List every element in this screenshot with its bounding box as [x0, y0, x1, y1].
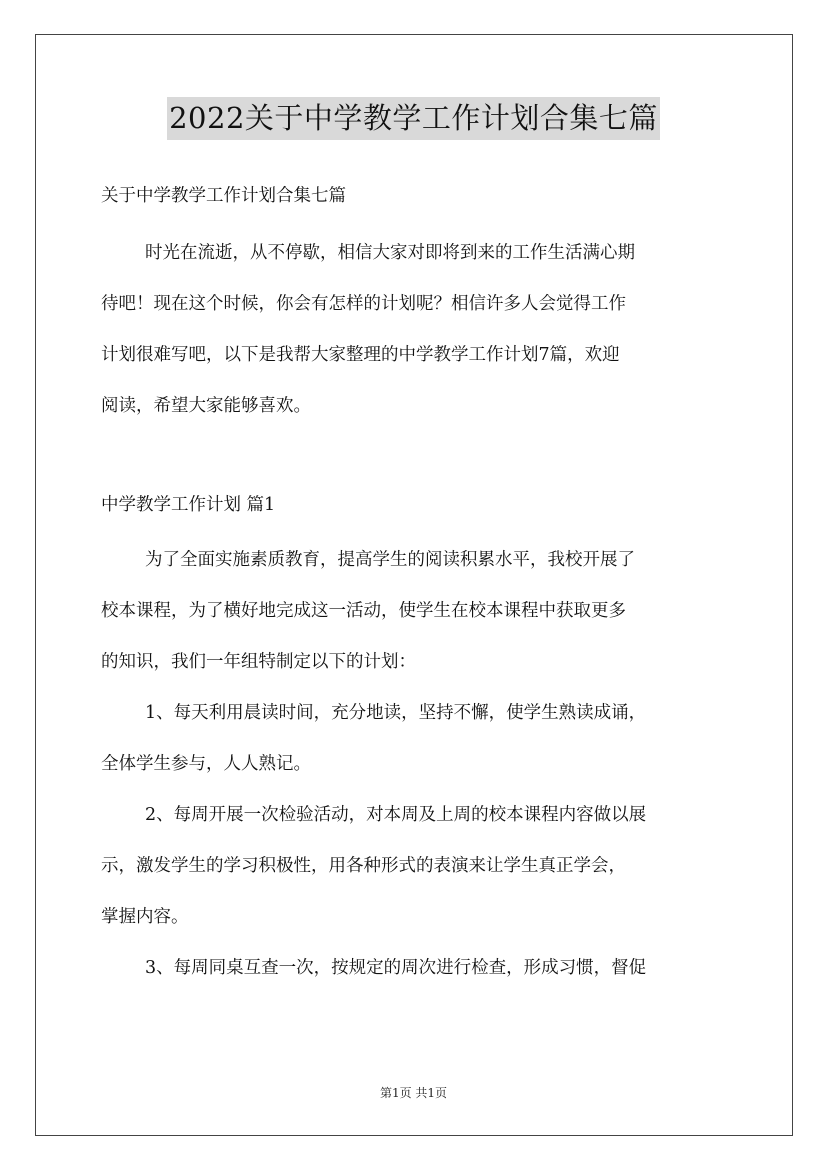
document-title: 2022关于中学教学工作计划合集七篇: [167, 97, 660, 140]
section-line: 2、每周开展一次检验活动，对本周及上周的校本课程内容做以展: [145, 805, 647, 825]
section-line: 的知识，我们一年组特制定以下的计划：: [101, 652, 416, 672]
section-line: 掌握内容。: [101, 907, 189, 927]
page-footer: 第1页 共1页: [379, 1086, 448, 1100]
section-line: 为了全面实施素质教育，提高学生的阅读积累水平，我校开展了: [145, 550, 635, 570]
section-line: 1、每天利用晨读时间，充分地读，坚持不懈，使学生熟读成诵，: [145, 703, 647, 723]
section-line: 3、每周同桌互查一次，按规定的周次进行检查，形成习惯，督促: [145, 958, 647, 978]
intro-line: 待吧！现在这个时候，你会有怎样的计划呢？相信许多人会觉得工作: [101, 294, 626, 314]
section-line: 校本课程，为了横好地完成这一活动，使学生在校本课程中获取更多: [101, 601, 626, 621]
section-heading: 中学教学工作计划 篇1: [101, 495, 276, 515]
section-line: 示，激发学生的学习积极性，用各种形式的表演来让学生真正学会，: [101, 856, 626, 876]
section-line: 全体学生参与，人人熟记。: [101, 754, 311, 774]
title-block: [0, 97, 827, 140]
intro-line: 阅读，希望大家能够喜欢。: [101, 396, 311, 416]
document-subtitle: 关于中学教学工作计划合集七篇: [101, 186, 346, 206]
intro-line: 计划很难写吧，以下是我帮大家整理的中学教学工作计划7篇，欢迎: [101, 345, 620, 365]
intro-line: 时光在流逝，从不停歇，相信大家对即将到来的工作生活满心期: [145, 243, 635, 263]
document-body: [101, 178, 741, 994]
